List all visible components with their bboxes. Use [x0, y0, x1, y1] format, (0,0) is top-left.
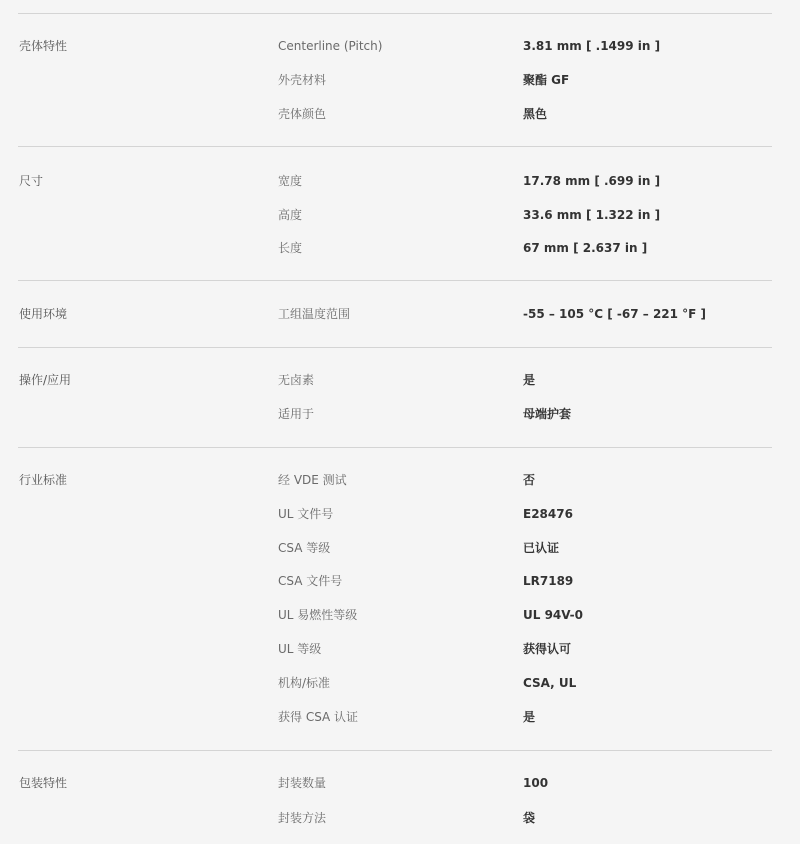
section-environment: [18, 304, 772, 348]
spec-value: 是: [523, 710, 536, 724]
spec-row: [18, 171, 772, 191]
spec-value: 3.81 mm [ .1499 in ]: [523, 39, 661, 53]
spec-value: UL 94V-0: [523, 608, 584, 622]
spec-row: [18, 808, 772, 828]
spec-label: UL 易燃性等级: [278, 608, 358, 622]
section-title: 壳体特性: [19, 39, 68, 53]
spec-label: 经 VDE 测试: [278, 473, 347, 487]
section-title: 尺寸: [19, 174, 44, 188]
spec-label: 机构/标准: [278, 676, 331, 690]
section-title: 使用环境: [19, 307, 68, 321]
spec-value: CSA, UL: [523, 676, 577, 690]
spec-row: [18, 370, 772, 390]
spec-row: [18, 538, 772, 558]
section-title: 包装特性: [19, 776, 68, 790]
spec-value: 否: [523, 473, 536, 487]
spec-value: 获得认可: [523, 642, 572, 656]
spec-label: 高度: [278, 208, 303, 222]
section-packaging: [18, 773, 772, 833]
spec-row: [18, 773, 772, 793]
spec-row: [18, 571, 772, 591]
spec-row: [18, 639, 772, 659]
spec-label: 封装数量: [278, 776, 327, 790]
spec-row: [18, 104, 772, 124]
spec-row: [18, 470, 772, 490]
spec-row: [18, 70, 772, 90]
section-dimensions: [18, 171, 772, 281]
spec-label: 工组温度范围: [278, 307, 351, 321]
spec-value: E28476: [523, 507, 573, 521]
spec-label: UL 文件号: [278, 507, 334, 521]
spec-value: 袋: [523, 811, 536, 825]
spec-row: [18, 304, 772, 324]
section-operation: [18, 370, 772, 448]
spec-row: [18, 504, 772, 524]
spec-value: 是: [523, 373, 536, 387]
spec-value: 聚酯 GF: [523, 73, 570, 87]
spec-value: -55 – 105 °C [ -67 – 221 °F ]: [523, 307, 707, 321]
spec-label: Centerline (Pitch): [278, 39, 383, 53]
spec-value: 黑色: [523, 107, 548, 121]
spec-row: [18, 605, 772, 625]
section-title: 行业标准: [19, 473, 68, 487]
spec-value: 17.78 mm [ .699 in ]: [523, 174, 661, 188]
spec-row: [18, 707, 772, 727]
section-title: 操作/应用: [19, 373, 72, 387]
spec-label: CSA 等级: [278, 541, 331, 555]
spec-label: CSA 文件号: [278, 574, 343, 588]
spec-row: [18, 238, 772, 258]
spec-label: 长度: [278, 241, 303, 255]
spec-value: 33.6 mm [ 1.322 in ]: [523, 208, 661, 222]
spec-value: 100: [523, 776, 549, 790]
spec-row: [18, 404, 772, 424]
spec-label: 获得 CSA 认证: [278, 710, 359, 724]
spec-value: 母端护套: [523, 407, 572, 421]
spec-row: [18, 673, 772, 693]
spec-label: 外壳材料: [278, 73, 327, 87]
spec-row: [18, 205, 772, 225]
spec-label: 无卤素: [278, 373, 315, 387]
section-housing: [18, 36, 772, 147]
spec-value: 已认证: [523, 541, 560, 555]
spec-label: 宽度: [278, 174, 303, 188]
spec-row: [18, 36, 772, 56]
section-industry-standards: [18, 470, 772, 751]
spec-label: 封装方法: [278, 811, 327, 825]
spec-label: UL 等级: [278, 642, 322, 656]
top-divider: [18, 13, 772, 14]
spec-label: 壳体颜色: [278, 107, 327, 121]
spec-label: 适用于: [278, 407, 315, 421]
spec-value: LR7189: [523, 574, 574, 588]
spec-value: 67 mm [ 2.637 in ]: [523, 241, 648, 255]
